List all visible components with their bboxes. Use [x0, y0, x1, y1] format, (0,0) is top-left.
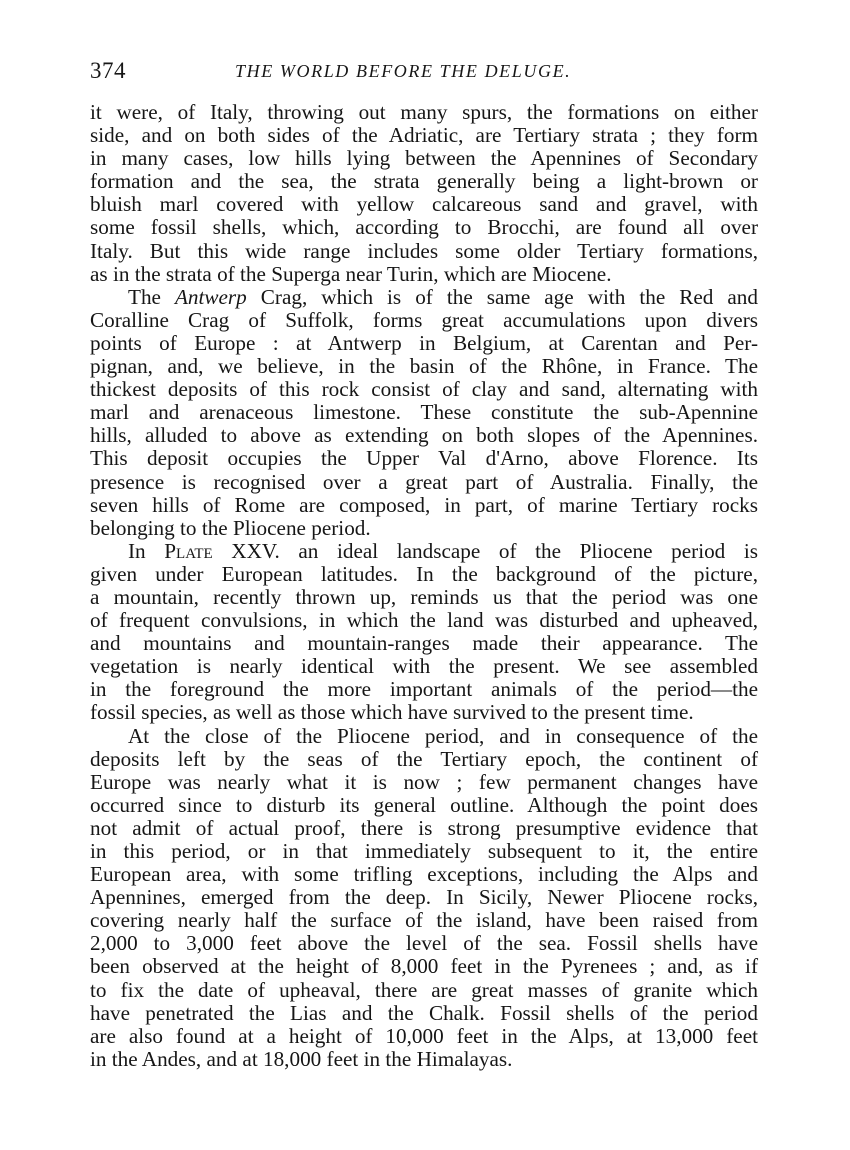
text-line: in the foreground the more important animals of the period—the	[90, 677, 758, 702]
text-line: are also found at a height of 10,000 feet in the Alps, at 13,000 feet	[90, 1023, 758, 1048]
page-number: 374	[90, 58, 126, 83]
text-line: thickest deposits of this rock consist of clay and sand, alternating with	[90, 377, 758, 402]
text-line: This deposit occupies the Upper Val d'Arno, above Florence. Its	[90, 446, 758, 471]
text-line: bluish marl covered with yellow calcareous sand and gravel, with	[90, 192, 758, 217]
text-line: 2,000 to 3,000 feet above the level of the sea. Fossil shells have	[90, 931, 758, 956]
text-line: not admit of actual proof, there is strong presumptive evidence that	[90, 815, 758, 840]
text-line: occurred since to disturb its general outline. Although the point does	[90, 792, 758, 817]
text-line: in the Andes, and at 18,000 feet in the Himalayas.	[90, 1046, 513, 1071]
text-line: At the close of the Pliocene period, and in consequence of the	[128, 723, 758, 748]
paragraph-2	[90, 286, 758, 540]
text-line: presence is recognised over a great part of Australia. Finally, the	[90, 469, 758, 494]
text-line: pignan, and, we believe, in the basin of the Rhône, in France. The	[90, 354, 758, 379]
text-line: in many cases, low hills lying between the Apennines of Secondary	[90, 146, 758, 171]
text-line: vegetation is nearly identical with the present. We see assembled	[90, 654, 758, 679]
text-line: Italy. But this wide range includes some older Tertiary formations,	[90, 238, 758, 263]
text-line: have penetrated the Lias and the Chalk. Fossil shells of the period	[90, 1000, 758, 1025]
text-run: Crag, which is of the same age with the Red and	[246, 284, 758, 309]
text-line: in this period, or in that immediately subsequent to it, the entire	[90, 839, 758, 863]
paragraph-1	[90, 101, 758, 286]
text-line: some fossil shells, which, according to Brocchi, are found all over	[90, 215, 758, 240]
text-line: formation and the sea, the strata generally being a light-brown or	[90, 169, 758, 194]
plate-reference: Plate	[164, 538, 213, 563]
body-text	[90, 101, 758, 1071]
text-line: Europe was nearly what it is now ; few permanent changes have	[90, 769, 758, 794]
text-run: In	[128, 538, 165, 563]
text-line: covering nearly half the surface of the island, have been raised from	[90, 908, 758, 933]
text-line: as in the strata of the Superga near Turin, which are Miocene.	[90, 261, 612, 286]
text-line: Coralline Crag of Suffolk, forms great accumulations upon divers	[90, 307, 758, 332]
text-line: to fix the date of upheaval, there are great masses of granite which	[90, 977, 758, 1002]
italic-term-antwerp: Antwerp	[174, 284, 247, 309]
text-line: Apennines, emerged from the deep. In Sicily, Newer Pliocene rocks,	[90, 885, 758, 910]
text-line: given under European latitudes. In the background of the picture,	[90, 561, 758, 586]
text-line: fossil species, as well as those which have survived to the present time.	[90, 700, 694, 725]
text-line: European area, with some trifling exceptions, including the Alps and	[90, 862, 758, 887]
text-run: XXV. an ideal landscape of the Pliocene period is	[212, 538, 758, 563]
text-line: a mountain, recently thrown up, reminds us that the period was one	[90, 584, 758, 609]
text-line: belonging to the Pliocene period.	[90, 515, 371, 540]
running-head	[90, 58, 758, 88]
running-title: THE WORLD BEFORE THE DELUGE.	[235, 61, 572, 81]
text-line	[90, 286, 758, 309]
text-line: deposits left by the seas of the Tertiary epoch, the continent of	[90, 746, 758, 771]
text-line	[90, 540, 758, 563]
text-line: and mountains and mountain-ranges made their appearance. The	[90, 631, 758, 656]
text-line: seven hills of Rome are composed, in part, of marine Tertiary rocks	[90, 492, 758, 517]
text-line: been observed at the height of 8,000 feet in the Pyrenees ; and, as if	[90, 954, 758, 979]
text-line: points of Europe : at Antwerp in Belgium, at Carentan and Per-	[90, 330, 758, 355]
paragraph-4	[90, 725, 758, 1071]
paragraph-3	[90, 540, 758, 725]
text-line: it were, of Italy, throwing out many spurs, the formations on either	[90, 100, 758, 124]
text-line: side, and on both sides of the Adriatic, are Tertiary strata ; they form	[90, 123, 758, 148]
text-line: marl and arenaceous limestone. These constitute the sub-Apennine	[90, 400, 758, 425]
text-run: The	[128, 284, 175, 309]
text-line: hills, alluded to above as extending on both slopes of the Apennines.	[90, 423, 758, 448]
text-line: of frequent convulsions, in which the land was disturbed and upheaved,	[90, 608, 758, 633]
